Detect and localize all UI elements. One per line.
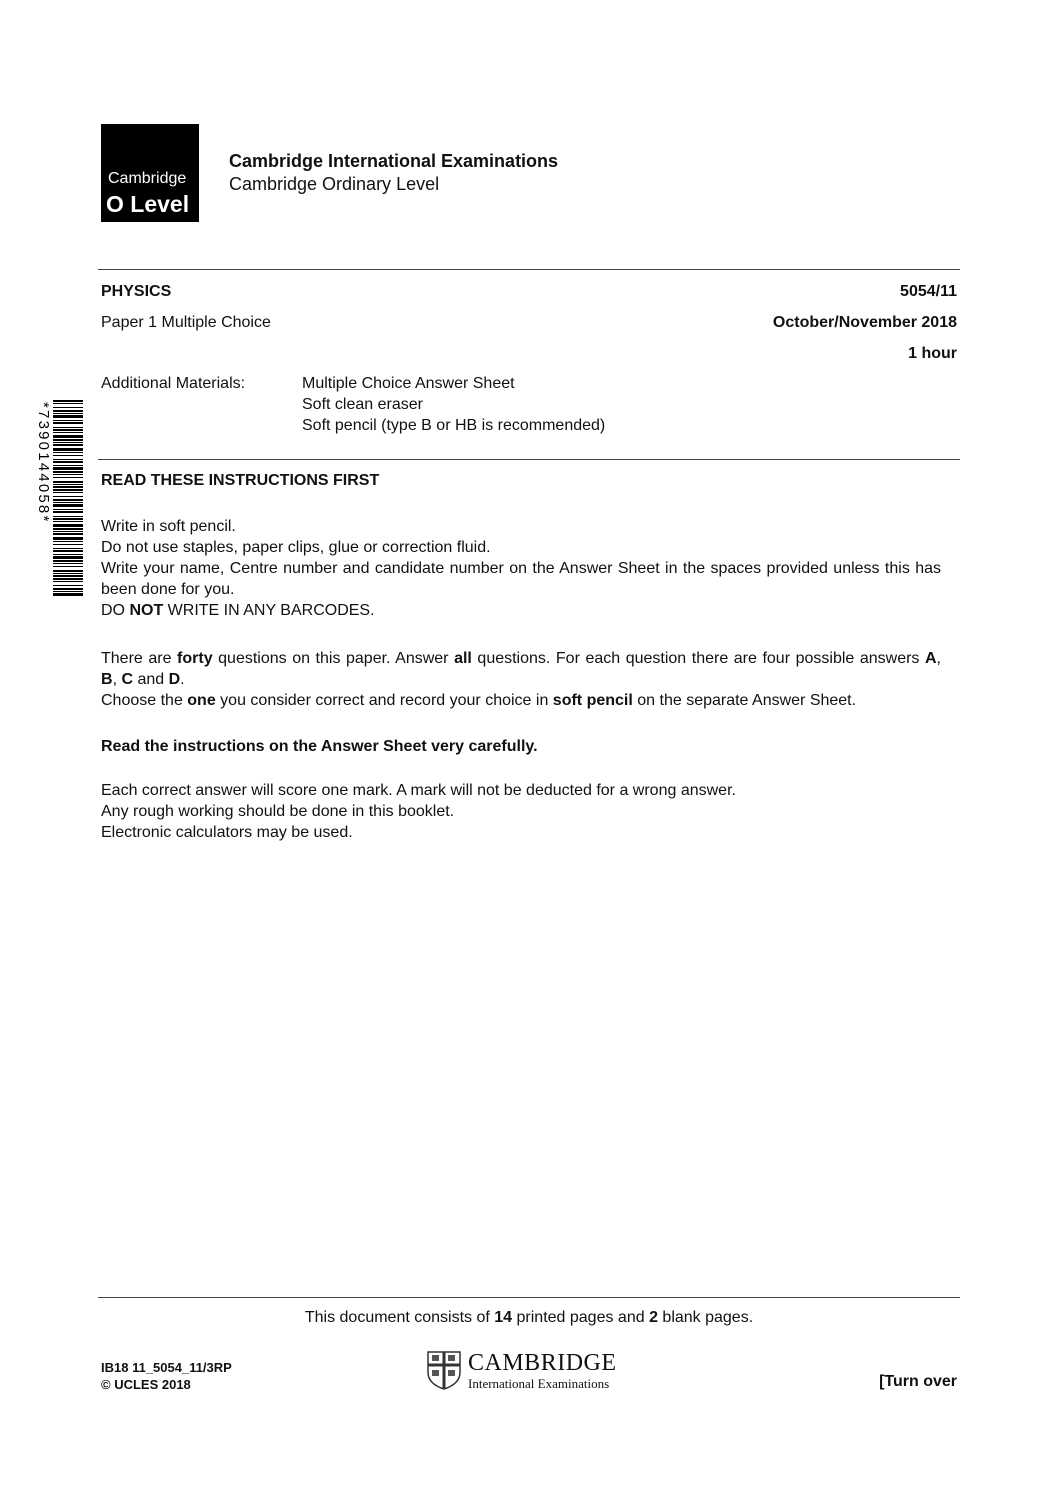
barcode-bar — [53, 499, 83, 501]
barcode-bar — [53, 442, 83, 443]
instruction-emphasis: Read the instructions on the Answer Sheet very carefully. — [101, 738, 538, 755]
material-item: Multiple Choice Answer Sheet — [302, 375, 515, 392]
paper-code: 5054/11 — [900, 283, 957, 300]
barcode-bar — [53, 432, 83, 433]
barcode-bar — [53, 591, 83, 592]
barcode-bar — [53, 444, 83, 446]
barcode-bar — [53, 410, 83, 412]
duration: 1 hour — [908, 345, 957, 362]
barcode-bar — [53, 528, 83, 530]
barcode-bar — [53, 578, 83, 580]
barcode-bar — [53, 531, 83, 532]
paper-title: Paper 1 Multiple Choice — [101, 314, 271, 331]
middle-rule — [98, 459, 960, 460]
logo-line2: O Level — [106, 191, 190, 217]
barcode-bar — [53, 413, 83, 414]
top-rule — [98, 269, 960, 270]
barcode-bar — [53, 593, 83, 596]
instruction-line: Write your name, Centre number and candidate number on the Answer Sheet in the spaces provided unless this has been done for you. — [101, 560, 941, 598]
barcode-bar — [53, 563, 83, 564]
instruction-line: Each correct answer will score one mark. A mark will not be deducted for a wrong answer. — [101, 782, 736, 799]
barcode-bar — [53, 581, 83, 582]
instruction-line: Do not use staples, paper clips, glue or correction fluid. — [101, 539, 491, 556]
copyright: © UCLES 2018 — [101, 1377, 191, 1392]
barcode-bar — [53, 452, 83, 453]
crest-icon — [426, 1350, 462, 1390]
cambridge-wordmark: CAMBRIDGE — [468, 1350, 617, 1376]
barcode-bar — [53, 524, 83, 527]
barcode-bar — [53, 516, 83, 517]
instruction-line: Electronic calculators may be used. — [101, 824, 353, 841]
barcode-bar — [53, 407, 83, 408]
barcode-bar — [53, 420, 83, 421]
barcode-bar — [53, 518, 83, 520]
barcode-bar — [53, 439, 83, 441]
barcode-bar — [53, 461, 83, 463]
instructions-block-1 — [101, 516, 941, 621]
logo-line1: Cambridge — [108, 170, 187, 187]
instructions-block-3 — [101, 780, 941, 843]
barcode-bar — [53, 422, 83, 424]
exam-session: October/November 2018 — [772, 314, 957, 331]
barcode-bar — [53, 486, 83, 488]
barcode-bar — [53, 403, 83, 404]
instructions-block-2 — [101, 648, 941, 711]
barcode-bar — [53, 481, 83, 483]
barcode-graphic — [33, 398, 85, 598]
barcode-bar — [53, 429, 83, 431]
barcode-bar — [53, 566, 83, 567]
barcode-bar — [53, 556, 83, 559]
barcode-bar — [53, 554, 83, 555]
barcode-bar — [53, 548, 83, 549]
barcode-digits: *7390144058* — [35, 402, 52, 524]
barcode-bar — [53, 477, 83, 478]
doc-reference: IB18 11_5054_11/3RP — [101, 1360, 232, 1375]
barcode-bar — [53, 560, 83, 562]
instruction-line: DO NOT WRITE IN ANY BARCODES. — [101, 602, 375, 619]
barcode-bar — [53, 588, 83, 590]
barcode-bar — [53, 573, 83, 574]
barcode-bar — [53, 471, 83, 473]
instructions-heading: READ THESE INSTRUCTIONS FIRST — [101, 472, 380, 489]
barcode-bar — [53, 537, 83, 540]
barcode-bar — [53, 465, 83, 466]
barcode-bar — [53, 521, 83, 522]
barcode-bar — [53, 575, 83, 577]
barcode-bar — [53, 415, 83, 418]
barcode-bar — [53, 492, 83, 493]
barcode-bar — [53, 435, 83, 438]
instruction-line: Write in soft pencil. — [101, 518, 236, 535]
footer-rule — [98, 1297, 960, 1298]
subject: PHYSICS — [101, 283, 172, 300]
barcode-bar — [53, 496, 83, 497]
materials-label: Additional Materials: — [101, 375, 246, 392]
barcode-bar — [53, 502, 83, 503]
barcode-bar — [53, 489, 83, 491]
barcode-bar — [53, 509, 83, 510]
barcode-bar — [53, 474, 83, 475]
instruction-line: There are forty questions on this paper. Answer all questions. For each question there are four possible answers A, B, C and D. — [101, 650, 941, 688]
org-name: Cambridge International Examinations — [229, 151, 559, 171]
org-subtitle: Cambridge Ordinary Level — [229, 174, 440, 194]
barcode-bar — [53, 541, 83, 542]
barcode-bar — [53, 459, 83, 460]
turn-over: [Turn over — [879, 1373, 957, 1390]
barcode-bar — [53, 570, 83, 572]
barcode-bar — [53, 467, 83, 470]
cambridge-wordmark-sub: International Examinations — [468, 1376, 610, 1391]
barcode-bar — [53, 427, 83, 428]
barcode-bar — [53, 400, 83, 402]
cambridge-ie-logo — [426, 1350, 617, 1391]
barcode-bar — [53, 533, 83, 535]
material-item: Soft clean eraser — [302, 396, 423, 413]
barcode-bar — [53, 448, 83, 451]
page-count: This document consists of 14 printed pages and 2 blank pages. — [304, 1309, 754, 1326]
barcode-bar — [53, 511, 83, 513]
barcode — [33, 398, 85, 598]
barcode-bar — [53, 455, 83, 456]
barcode-bar — [53, 550, 83, 552]
material-item: Soft pencil (type B or HB is recommended) — [302, 417, 606, 434]
barcode-bar — [53, 504, 83, 507]
barcode-bar — [53, 585, 83, 586]
cambridge-olevel-logo — [101, 124, 199, 222]
barcode-bar — [53, 544, 83, 545]
instruction-line: Any rough working should be done in this booklet. — [101, 803, 455, 820]
instruction-line: Choose the one you consider correct and record your choice in soft pencil on the separate Answer Sheet. — [101, 692, 857, 709]
barcode-bar — [53, 484, 83, 485]
